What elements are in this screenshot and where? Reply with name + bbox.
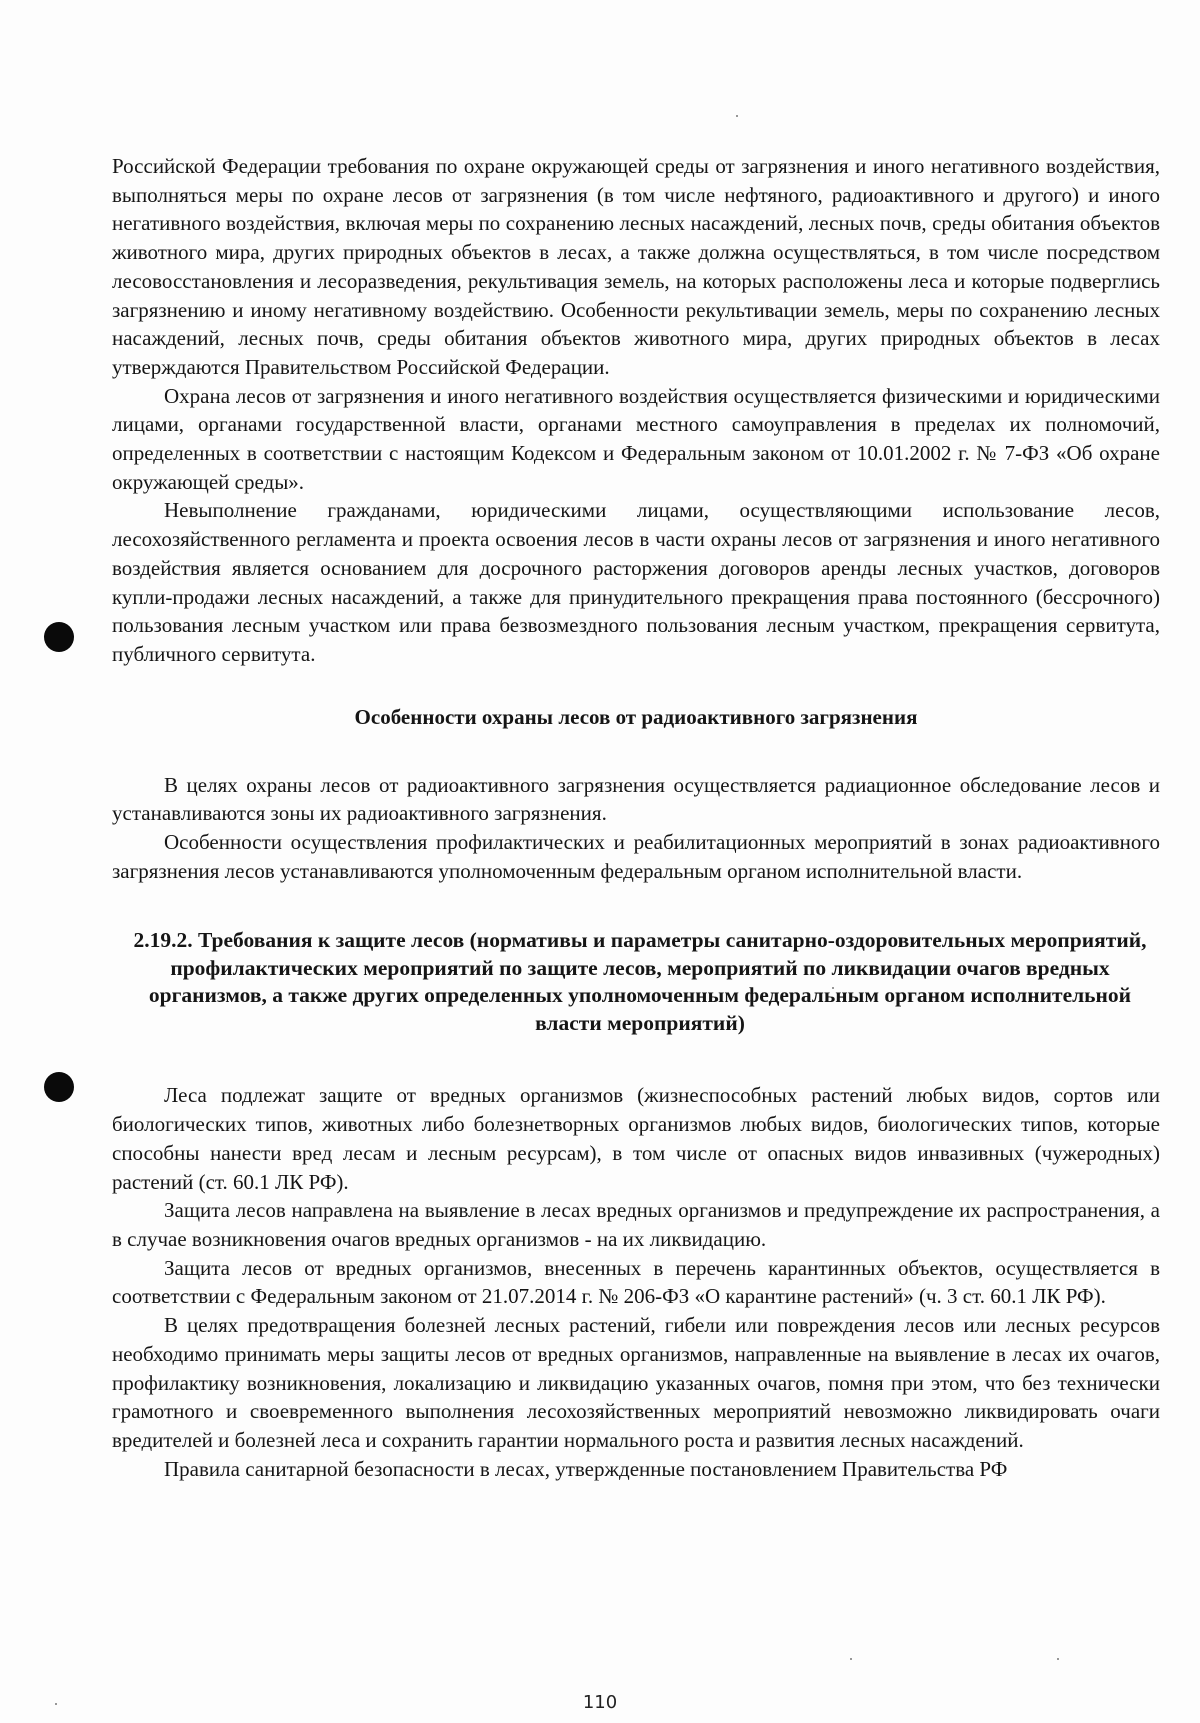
scan-speck (850, 1658, 852, 1660)
page-number: 110 (582, 1692, 618, 1713)
body-paragraph: Защита лесов от вредных организмов, внесенных в перечень карантинных объектов, осуществляется в соответствии с Федеральным законом от 21.07.2014 г. № 206-ФЗ «О карантине растений» (ч. 3 ст. 60.1 ЛК РФ). (112, 1255, 1160, 1309)
punch-hole-mark (44, 622, 74, 652)
body-paragraph: Особенности осуществления профилактических и реабилитационных мероприятий в зонах радиоактивного загрязнения лесов устанавливаются уполномоченным федеральным органом исполнительной власти. (112, 830, 1160, 883)
body-paragraph: Невыполнение гражданами, юридическими лицами, осуществляющими использование лесов, лесохозяйственного регламента и проекта освоения лесов в части охраны лесов от загрязнения и иного негативного воздействия является основанием для досрочного расторжения договоров аренды лесных участков, договоров купли-продажи лесных насаждений, а также для принудительного прекращения права постоянного (бессрочного) пользования лесным участком или права безвозмездного пользования лесным участком, прекращения сервитута, публичного сервитута. (112, 498, 1160, 666)
body-paragraph: В целях охраны лесов от радиоактивного загрязнения осуществляется радиационное обследование лесов и устанавливаются зоны их радиоактивного загрязнения. (112, 772, 1160, 826)
subsection-heading: Особенности охраны лесов от радиоактивного загрязнения (354, 704, 918, 729)
body-paragraph: Защита лесов направлена на выявление в лесах вредных организмов и предупреждение их распространения, а в случае возникновения очагов вредных организмов - на их ликвидацию. (112, 1198, 1160, 1251)
body-paragraph: Правила санитарной безопасности в лесах, утвержденные постановлением Правительства РФ (164, 1456, 1008, 1481)
punch-hole-mark (44, 1072, 74, 1102)
body-paragraph: Леса подлежат защите от вредных организмов (жизнеспособных растений любых видов, сортов или биологических типов, животных либо болезнетворных организмов любых видов, биологических типов, которые способны нанести вред лесам и лесным ресурсам), в том числе от опасных видов инвазивных (чужеродных) растений (ст. 60.1 ЛК РФ). (112, 1083, 1160, 1194)
body-paragraph: Охрана лесов от загрязнения и иного негативного воздействия осуществляется физическими и юридическими лицами, органами государственной власти, органами местного самоуправления в пределах их полномочий, определенных в соответствии с настоящим Кодексом и Федеральным законом от 10.01.2002 г. № 7-ФЗ «Об охране окружающей среды». (112, 383, 1160, 494)
body-paragraph: Российской Федерации требования по охране окружающей среды от загрязнения и иного негативного воздействия, выполняться меры по охране лесов от загрязнения (в том числе нефтяного, радиоактивного и другого) и иного негативного воздействия, включая меры по сохранению лесных насаждений, лесных почв, среды обитания объектов животного мира, других природных объектов в лесах, а также должна осуществляться, в том числе посредством лесовосстановления и лесоразведения, рекультивация земель, на которых расположены леса и которые подверглись загрязнению и иному негативному воздействию. Особенности рекультивации земель, меры по сохранению лесных насаждений, лесных почв, среды обитания объектов животного мира, других природных объектов в лесах утверждаются Правительством Российской Федерации. (112, 154, 1160, 379)
scan-speck (736, 115, 738, 117)
document-body (112, 152, 1160, 1483)
scan-speck (1057, 1658, 1059, 1660)
section-heading: 2.19.2. Требования к защите лесов (нормативы и параметры санитарно-оздоровительных мероприятий, профилактических мероприятий по защите лесов, мероприятий по ликвидации очагов вредных организмов, а также других определенных уполномоченным федеральным органом исполнительной власти мероприятий) (133, 928, 1147, 1035)
body-paragraph: В целях предотвращения болезней лесных растений, гибели или повреждения лесов или лесных ресурсов необходимо принимать меры защиты лесов от вредных организмов, направленные на выявление в лесах их очагов, профилактику возникновения, локализацию и ликвидацию указанных очагов, помня при этом, что без технически грамотного и своевременного выполнения лесохозяйственных мероприятий невозможно ликвидировать очаги вредителей и болезней леса и сохранить гарантии нормального роста и развития лесных насаждений. (112, 1313, 1160, 1452)
